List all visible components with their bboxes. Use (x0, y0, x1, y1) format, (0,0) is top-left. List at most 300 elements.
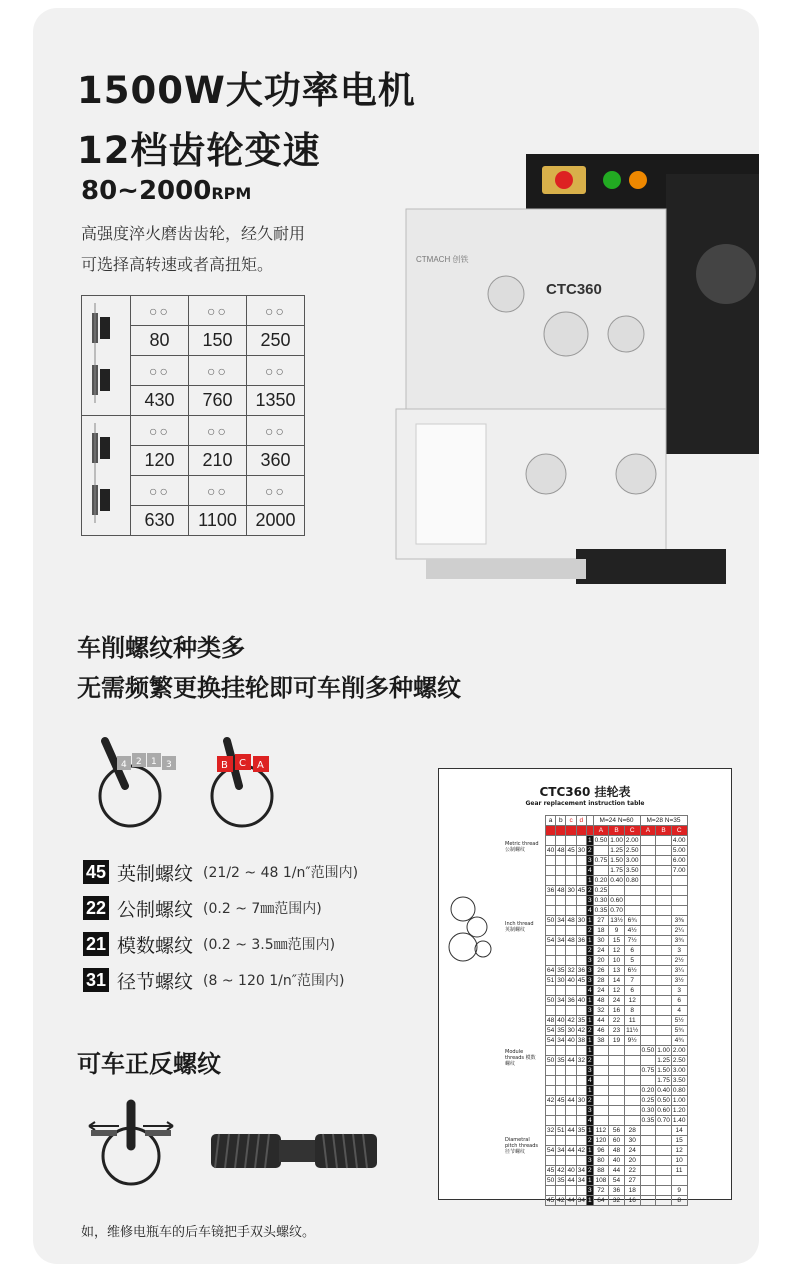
gear-table-cell: 3.00 (672, 1067, 686, 1074)
gear-table-cell: 22 (624, 1166, 640, 1176)
gear-table-cell: 44 (567, 1097, 575, 1104)
gear-table-cell: 7½ (624, 936, 640, 946)
speed-cell: 80 (131, 326, 189, 356)
gear-table-cell (656, 1026, 672, 1036)
gear-table-cell: 42 (577, 1147, 585, 1154)
gear-table-cell (656, 1156, 672, 1166)
gear-table-cell: 8 (671, 1196, 687, 1206)
gear-table-cell (609, 1056, 625, 1066)
speed-cell: 1350 (247, 386, 305, 416)
gear-table-cell (576, 1066, 586, 1076)
gear-table-cell (671, 1176, 687, 1186)
machine-brand-label: CTC360 (546, 281, 602, 298)
gear-table-cell: 0.60 (657, 1107, 670, 1114)
gear-table-title: CTC360 挂轮表 (539, 785, 631, 799)
gear-table-row (546, 1016, 688, 1026)
gear-table-cell (566, 986, 576, 996)
gear-table-cell: 9 (671, 1186, 687, 1196)
gear-table-cell: 6 (624, 986, 640, 996)
gear-table-cell (640, 1186, 656, 1196)
gear-table-cell: 0.50 (594, 837, 608, 844)
gear-table-grid (545, 815, 688, 1206)
gear-table-cell (576, 906, 586, 916)
gear-table-cell: 18 (624, 1186, 640, 1196)
thread-type-name: 径节螺纹 (117, 970, 194, 993)
gear-table-cell (609, 1106, 625, 1116)
gear-table-cell: 2.50 (625, 847, 639, 854)
gear-table-cell (609, 886, 625, 896)
gear-table-cell: 1 (587, 937, 592, 944)
gear-table-cell (576, 1136, 586, 1146)
gear-table-cell (640, 856, 656, 866)
gear-table-cell (556, 1136, 566, 1146)
gear-table-cell: 27 (593, 916, 609, 926)
gear-table-cell: 112 (593, 1126, 609, 1136)
gear-abc-header: B (656, 826, 672, 836)
gear-table-cell: 1 (587, 1177, 592, 1184)
gear-table-cell: 2 (587, 1167, 592, 1174)
gear-table-cell: 45 (547, 1167, 555, 1174)
gear-table-cell (556, 1116, 566, 1126)
gear-table-cell: 0.40 (657, 1087, 670, 1094)
gear-table-cell (640, 876, 656, 886)
gear-table-row (546, 1006, 688, 1016)
gear-table-cell (656, 1006, 672, 1016)
gear-table-cell: 54 (547, 1147, 555, 1154)
rpm-value: 80~2000 (81, 176, 212, 206)
gear-table-cell: 1 (587, 1017, 592, 1024)
gear-table-cell: 35 (577, 1017, 585, 1024)
gear-table-row (546, 976, 688, 986)
gear-table-row (546, 1146, 688, 1156)
thread-type-row (83, 894, 322, 922)
gear-table-cell: 34 (577, 1177, 585, 1184)
gear-table-cell (546, 1006, 556, 1016)
gear-table-cell (656, 836, 672, 846)
speed-cell: 150 (189, 326, 247, 356)
gear-section-label: Inch thread 英制螺纹 (505, 921, 534, 933)
gear-table-cell (640, 1176, 656, 1186)
gear-table-row (546, 956, 688, 966)
gear-table-cell: 3 (587, 1187, 592, 1194)
gear-table-cell (576, 1186, 586, 1196)
gear-table-row (546, 866, 688, 876)
gear-table-cell: 64 (547, 967, 555, 974)
gear-table-cell: 5 (624, 956, 640, 966)
gear-table-cell: 7.00 (672, 867, 686, 874)
gear-table-cell (656, 976, 672, 986)
gear-table-cell (546, 1086, 556, 1096)
gear-col-header: d (576, 816, 586, 826)
gear-table-cell (656, 856, 672, 866)
gear-table-cell: 24 (624, 1146, 640, 1156)
gear-table-row (546, 856, 688, 866)
gear-table-cell (656, 1016, 672, 1026)
gear-table-cell (556, 956, 566, 966)
gear-table-cell: 1.25 (610, 847, 623, 854)
gear-table-cell: 32 (609, 1196, 625, 1206)
gear-table-cell: 2 (587, 1057, 592, 1064)
gear-table-cell (671, 886, 687, 896)
gear-table-cell (566, 1006, 576, 1016)
gear-table-cell (640, 1156, 656, 1166)
gear-table-cell (656, 846, 672, 856)
gear-table-cell: 0.80 (625, 877, 639, 884)
gear-table-cell: 28 (593, 976, 609, 986)
gear-table-cell (556, 1106, 566, 1116)
gear-table-cell (546, 906, 556, 916)
gear-table-cell (609, 1086, 625, 1096)
gear-table-cell: 3 (587, 967, 592, 974)
lever2-label: A (257, 760, 264, 771)
double-thread-bolt-image (211, 1126, 381, 1180)
gear-table-cell: 0.25 (641, 1097, 655, 1104)
lever2-label: C (239, 758, 246, 769)
gear-table-cell (566, 946, 576, 956)
gear-table-cell: 1 (587, 877, 592, 884)
gear-table-row (546, 946, 688, 956)
gear-table-cell (593, 1106, 609, 1116)
gear-table-cell: 2 (587, 1097, 592, 1104)
gear-table-cell (640, 906, 656, 916)
gear-table-cell: 0.70 (657, 1117, 670, 1124)
gear-table-cell (640, 866, 656, 876)
gear-symbol-icon: ○○ (189, 476, 247, 506)
gear-table-row (546, 1116, 688, 1126)
thread-count-badge: 21 (83, 932, 109, 956)
gear-table-cell: 12 (624, 996, 640, 1006)
gear-table-cell: 40 (557, 1017, 565, 1024)
gear-table-cell (624, 1086, 640, 1096)
speed-cell: 1100 (189, 506, 247, 536)
gear-table-cell: 48 (567, 937, 575, 944)
gear-n-header: M=28 N=35 (640, 816, 687, 826)
gear-table-cell (656, 916, 672, 926)
gear-table-cell: 0.60 (610, 897, 623, 904)
gear-replacement-table (438, 768, 732, 1204)
gear-table-cell: 27 (624, 1176, 640, 1186)
gear-table-cell (640, 936, 656, 946)
gear-table-row (546, 1056, 688, 1066)
thread-count-badge: 31 (83, 968, 109, 992)
thread-selector-lever-2 (207, 726, 307, 840)
gear-table-cell: 30 (577, 847, 585, 854)
gear-table-cell (576, 946, 586, 956)
content-card (33, 8, 759, 1264)
gear-table-cell (566, 836, 576, 846)
description-line-2: 可选择高转速或者高扭矩。 (81, 255, 274, 274)
gear-table-cell: 45 (547, 1197, 555, 1204)
gear-table-cell: 60 (609, 1136, 625, 1146)
gear-table-cell: 51 (547, 977, 555, 984)
gear-table-cell: 30 (557, 977, 565, 984)
gear-table-cell: 35 (557, 1057, 565, 1064)
gear-table-cell (640, 986, 656, 996)
gear-table-cell: 44 (593, 1016, 609, 1026)
gear-table-cell: 8 (624, 1006, 640, 1016)
gear-col-header: a (546, 816, 556, 826)
gear-table-cell: 44 (567, 1127, 575, 1134)
footnote: 如，维修电瓶车的后车镜把手双头螺纹。 (81, 1225, 316, 1240)
gear-table-cell: 34 (557, 937, 565, 944)
gear-table-row (546, 1036, 688, 1046)
gear-table-cell: 34 (557, 1037, 565, 1044)
gear-abc-header: C (624, 826, 640, 836)
gear-table-cell: 32 (593, 1006, 609, 1016)
gear-symbol-icon: ○○ (247, 356, 305, 386)
gear-table-cell (593, 1096, 609, 1106)
gear-symbol-icon: ○○ (131, 356, 189, 386)
gear-table-cell: 40 (609, 1156, 625, 1166)
thread-type-range: (0.2 ~ 7㎜范围内) (203, 901, 322, 917)
gear-table-cell (656, 1196, 672, 1206)
gear-table-cell: 48 (593, 996, 609, 1006)
gear-table-cell: 30 (593, 936, 609, 946)
gear-table-cell (593, 1086, 609, 1096)
gear-table-cell (576, 836, 586, 846)
gear-table-cell (546, 926, 556, 936)
gear-table-cell: 26 (593, 966, 609, 976)
gear-table-cell (556, 986, 566, 996)
speed-cell: 120 (131, 446, 189, 476)
gear-table-cell: 3 (587, 1067, 592, 1074)
gear-table-cell (546, 1116, 556, 1126)
gear-table-cell: 1 (587, 1047, 592, 1054)
gear-table-cell (593, 866, 609, 876)
gear-table-cell: 42 (557, 1167, 565, 1174)
gear-table-cell (656, 1136, 672, 1146)
gear-table-cell: 4 (587, 907, 592, 914)
gear-table-cell: 4 (587, 1077, 592, 1084)
gear-table-cell (656, 896, 672, 906)
gear-abc-header: B (609, 826, 625, 836)
gear-table-cell: 50 (547, 1177, 555, 1184)
gear-table-cell (593, 1056, 609, 1066)
gear-table-cell (671, 876, 687, 886)
gear-table-cell: 0.30 (594, 897, 608, 904)
gear-table-cell (656, 1166, 672, 1176)
gear-table-cell: 1 (587, 1037, 592, 1044)
gear-table-cell (656, 1126, 672, 1136)
gear-table-cell: 2 (587, 1137, 592, 1144)
gear-table-cell: 50 (547, 1057, 555, 1064)
gear-table-cell: 35 (557, 1177, 565, 1184)
gear-table-row (546, 896, 688, 906)
gear-table-cell (624, 1076, 640, 1086)
gear-table-cell (556, 1186, 566, 1196)
gear-table-cell (640, 1076, 656, 1086)
gear-table-cell: 32 (547, 1127, 555, 1134)
gear-table-row (546, 1166, 688, 1176)
gear-table-cell: 1.50 (610, 857, 623, 864)
gear-table-cell (593, 1046, 609, 1056)
gear-table-cell: 44 (567, 1057, 575, 1064)
gear-table-row (546, 1186, 688, 1196)
gear-table-cell (556, 1156, 566, 1166)
gear-table-cell (656, 926, 672, 936)
gear-table-cell: 16 (609, 1006, 625, 1016)
gear-table-cell (566, 1106, 576, 1116)
gear-table-cell (640, 1006, 656, 1016)
gear-table-cell (640, 966, 656, 976)
gear-table-cell (556, 1066, 566, 1076)
gear-table-row (546, 996, 688, 1006)
gear-table-cell: 20 (593, 956, 609, 966)
gear-table-cell (566, 1136, 576, 1146)
gear-table-cell (640, 976, 656, 986)
gear-table-row (546, 1196, 688, 1206)
gear-table-cell (546, 956, 556, 966)
gear-table-cell: 2 (587, 887, 592, 894)
gear-table-cell (576, 1106, 586, 1116)
gear-table-row (546, 876, 688, 886)
section-threads-title: 车削螺纹种类多 (77, 634, 245, 662)
gear-table-cell: 36 (567, 997, 575, 1004)
gear-table-cell: 64 (593, 1196, 609, 1206)
gear-table-cell: 13 (609, 966, 625, 976)
gear-table-cell: 36 (609, 1186, 625, 1196)
gear-table-cell: 0.75 (641, 1067, 655, 1074)
gear-table-cell: 50 (547, 997, 555, 1004)
thread-selector-lever-1 (95, 726, 195, 840)
lever1-label: 1 (151, 757, 157, 767)
gear-table-cell (656, 866, 672, 876)
gear-table-row (546, 926, 688, 936)
gear-table-cell (624, 1116, 640, 1126)
gear-table-cell: 2¼ (671, 926, 687, 936)
gear-table-cell (624, 1096, 640, 1106)
gear-table-cell (546, 1186, 556, 1196)
gear-table-cell: 42 (547, 1097, 555, 1104)
gear-table-cell (640, 1146, 656, 1156)
gear-table-cell (576, 1156, 586, 1166)
gear-symbol-icon: ○○ (189, 416, 247, 446)
gear-table-cell (566, 1066, 576, 1076)
gear-table-cell (556, 926, 566, 936)
gear-table-cell (656, 1036, 672, 1046)
gear-table-cell: 14 (671, 1126, 687, 1136)
gear-table-cell: 1.50 (657, 1067, 670, 1074)
gear-table-cell: 1.75 (610, 867, 623, 874)
gear-table-cell: 2.00 (672, 1047, 686, 1054)
gear-table-cell (609, 1116, 625, 1126)
gear-table-cell: 34 (557, 917, 565, 924)
gear-table-cell (566, 1086, 576, 1096)
gear-table-row (546, 1066, 688, 1076)
thread-type-name: 英制螺纹 (117, 862, 194, 885)
gear-table-cell: 45 (577, 887, 585, 894)
gear-table-cell: 34 (557, 997, 565, 1004)
gear-table-cell (576, 956, 586, 966)
gear-table-cell: 1.00 (657, 1047, 670, 1054)
speed-cell: 2000 (247, 506, 305, 536)
gear-table-cell: 1 (587, 837, 592, 844)
gear-table-cell: 0.25 (594, 887, 608, 894)
gear-table-cell: 3 (587, 977, 592, 984)
gear-table-cell (624, 1066, 640, 1076)
gear-table-cell (609, 1066, 625, 1076)
gear-table-cell: 40 (567, 1167, 575, 1174)
gear-table-cell: 1 (587, 1197, 592, 1204)
gear-table-cell (640, 916, 656, 926)
gear-table-cell: 35 (557, 1027, 565, 1034)
gear-table-cell: 23 (609, 1026, 625, 1036)
gear-table-cell (671, 906, 687, 916)
gear-table-cell (546, 986, 556, 996)
gear-table-cell (546, 876, 556, 886)
gear-table-cell: 3 (587, 897, 592, 904)
gear-table-cell: 40 (567, 977, 575, 984)
gear-table-subtitle: Gear replacement instruction table (525, 800, 645, 807)
gear-table-cell (640, 846, 656, 856)
gear-table-cell: 96 (593, 1146, 609, 1156)
speed-cell: 360 (247, 446, 305, 476)
gear-table-cell: 20 (624, 1156, 640, 1166)
gear-table-cell (640, 956, 656, 966)
gear-table-cell (640, 1126, 656, 1136)
gear-table-row (546, 936, 688, 946)
gear-table-cell (593, 1116, 609, 1126)
rpm-range (81, 176, 251, 206)
gear-table-cell: 32 (567, 967, 575, 974)
gear-table-cell: 30 (577, 917, 585, 924)
gear-table-cell: 11 (671, 1166, 687, 1176)
description-line-1: 高强度淬火磨齿齿轮，经久耐用 (81, 224, 306, 243)
gear-table-cell: 48 (557, 847, 565, 854)
gear-table-cell: 0.70 (610, 907, 623, 914)
gear-table-cell (546, 1136, 556, 1146)
lathe-headstock-image (386, 154, 759, 594)
gear-table-cell (593, 1076, 609, 1086)
gear-table-cell: 15 (609, 936, 625, 946)
machine-logo-label: CTMACH 创铁 (416, 255, 469, 264)
gear-table-cell (624, 1106, 640, 1116)
gear-table-cell (656, 986, 672, 996)
gear-table-cell (576, 856, 586, 866)
gear-table-cell: 0.75 (594, 857, 608, 864)
gear-table-cell: 1.00 (610, 837, 623, 844)
gear-table-cell: 6½ (624, 966, 640, 976)
gear-table-cell (566, 1186, 576, 1196)
gear-table-cell (656, 1146, 672, 1156)
gear-table-cell (546, 856, 556, 866)
gear-table-cell: 3 (587, 1157, 592, 1164)
gear-table-cell: 54 (609, 1176, 625, 1186)
gear-table-cell: 5¾ (671, 1026, 687, 1036)
gear-table-cell (640, 886, 656, 896)
gear-table-cell: 34 (577, 1167, 585, 1174)
gear-table-cell: 3.50 (672, 1077, 686, 1084)
gear-table-row (546, 916, 688, 926)
gear-table-cell: 0.50 (657, 1097, 670, 1104)
gear-table-cell (624, 906, 640, 916)
thread-count-badge: 22 (83, 896, 109, 920)
gear-table-cell: 1 (587, 1087, 592, 1094)
lever1-label: 3 (166, 760, 172, 770)
gear-table-cell: 34 (577, 1197, 585, 1204)
thread-type-range: (21/2 ~ 48 1/n″范围内) (203, 865, 359, 881)
gear-table-cell: 42 (557, 1197, 565, 1204)
gear-table-cell (546, 1066, 556, 1076)
gear-symbol-icon: ○○ (131, 296, 189, 326)
gear-table-cell: 3.00 (625, 857, 639, 864)
gear-table-cell (576, 866, 586, 876)
gear-position-icon (82, 296, 131, 416)
gear-table-cell (656, 1176, 672, 1186)
gear-table-cell (640, 836, 656, 846)
gear-table-cell (576, 1006, 586, 1016)
gear-table-cell: 4 (587, 1117, 592, 1124)
